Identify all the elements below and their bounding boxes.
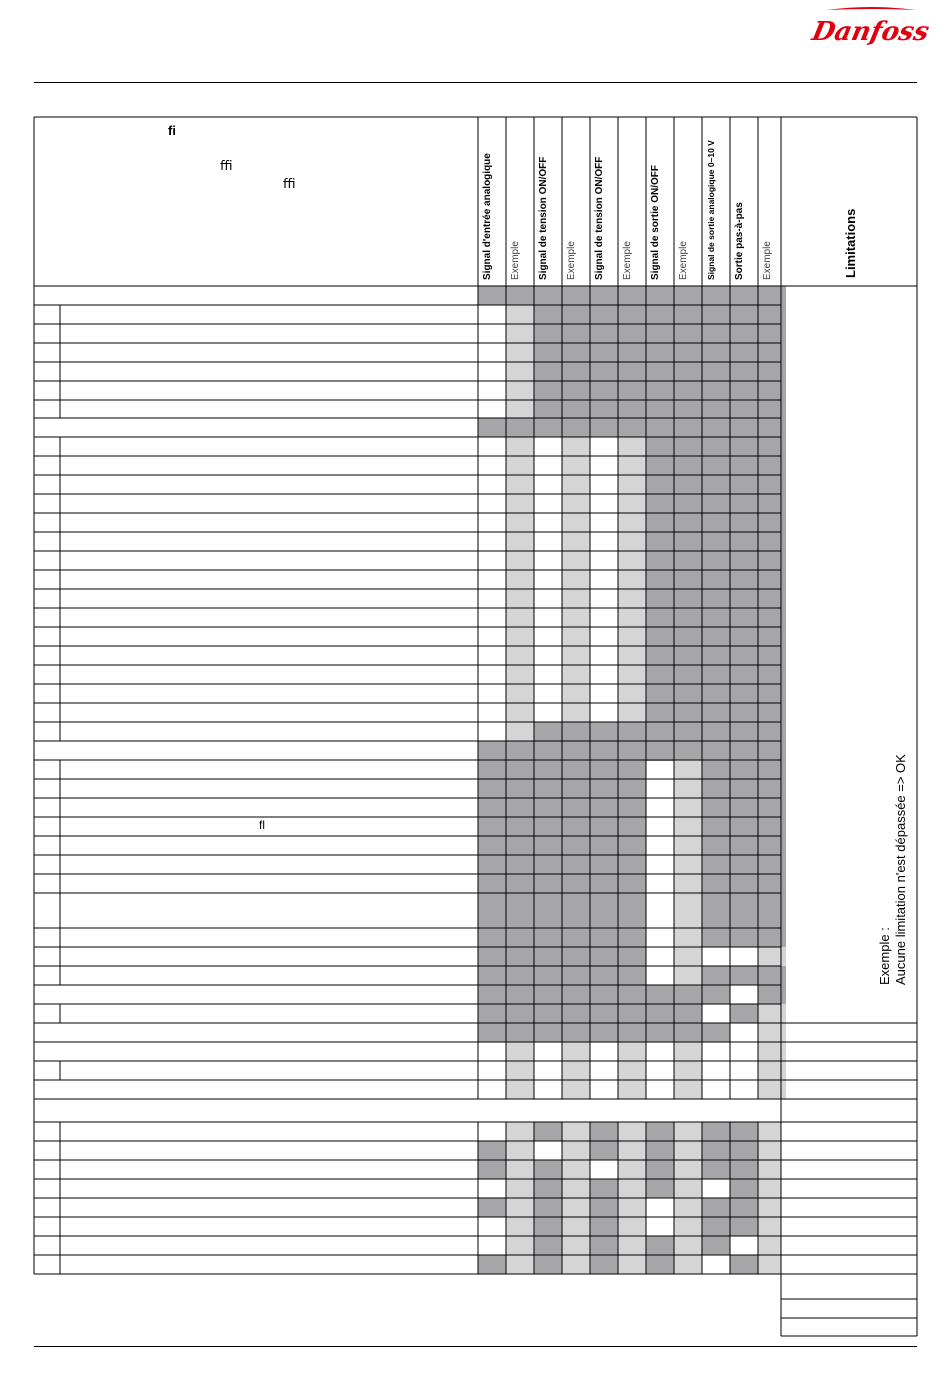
table-cell-42: [562, 627, 590, 646]
table-cell-13: [618, 437, 646, 456]
table-cell-122: [702, 1160, 730, 1179]
table-cell-171: [758, 1255, 781, 1274]
table-cell-126: [534, 1179, 562, 1198]
table-cell-114: [758, 1141, 781, 1160]
table-cell-32: [506, 570, 534, 589]
table-cell-128: [590, 1179, 618, 1198]
table-cell-136: [534, 1198, 562, 1217]
table-cell-93: [674, 1080, 702, 1099]
table-cell-34: [618, 570, 646, 589]
table-cell-68: [674, 928, 702, 947]
table-cell-131: [674, 1179, 702, 1198]
table-cell-164: [534, 1255, 562, 1274]
table-cell-167: [618, 1255, 646, 1274]
table-cell-98: [590, 1122, 618, 1141]
table-cell-130: [646, 1179, 674, 1198]
svg-text:Danfoss: Danfoss: [809, 16, 932, 47]
table-cell-30: [562, 551, 590, 570]
table-cell-123: [730, 1160, 758, 1179]
table-cell-41: [506, 627, 534, 646]
table-cell-79: [758, 1023, 786, 1042]
table-cell-101: [674, 1122, 702, 1141]
column-header-7: Signal de sortie ON/OFF: [650, 164, 661, 280]
table-cell-19: [618, 475, 646, 494]
table-cell-39: [562, 608, 590, 627]
table-cell-108: [590, 1141, 618, 1160]
table-cell-151: [730, 1217, 758, 1236]
table-cell-146: [562, 1217, 590, 1236]
table-cell-112: [702, 1141, 730, 1160]
table-cell-5: [506, 400, 534, 419]
table-cell-24: [562, 513, 590, 532]
table-cell-25: [618, 513, 646, 532]
table-cell-69: [674, 947, 702, 966]
table-cell-118: [562, 1160, 590, 1179]
column-header-4: Exemple: [566, 241, 577, 280]
table-cell-63: [674, 817, 702, 836]
table-cell-2: [506, 343, 534, 362]
column-header-8: Exemple: [678, 241, 689, 280]
table-cell-48: [562, 665, 590, 684]
table-cell-37: [618, 589, 646, 608]
table-cell-155: [562, 1236, 590, 1255]
table-cell-53: [506, 703, 534, 722]
table-cell-88: [674, 1061, 702, 1080]
table-cell-139: [618, 1198, 646, 1217]
table-cell-77: [758, 1004, 786, 1023]
table-cell-55: [618, 703, 646, 722]
table-cell-152: [758, 1217, 781, 1236]
table-cell-109: [618, 1141, 646, 1160]
table-cell-83: [674, 1042, 702, 1061]
table-cell-81: [562, 1042, 590, 1061]
table-cell-95: [506, 1122, 534, 1141]
column-header-6: Exemple: [622, 241, 633, 280]
table-cell-46: [618, 646, 646, 665]
table-cell-71: [758, 947, 786, 966]
table-cell-85: [506, 1061, 534, 1080]
limitations-example-text: Aucune limitation n'est dépassée => OK: [893, 754, 908, 985]
table-cell-158: [646, 1236, 674, 1255]
table-cell-154: [534, 1236, 562, 1255]
table-cell-149: [674, 1217, 702, 1236]
table-cell-78: [702, 1023, 730, 1042]
column-header-2: Exemple: [510, 241, 521, 280]
limitations-header: Limitations: [843, 208, 858, 278]
table-cell-38: [506, 608, 534, 627]
table-cell-16: [618, 456, 646, 475]
table-cell-163: [506, 1255, 534, 1274]
table-cell-4: [506, 381, 534, 400]
table-cell-148: [618, 1217, 646, 1236]
table-cell-156: [590, 1236, 618, 1255]
table-cell-62: [674, 798, 702, 817]
table-cell-1: [506, 324, 534, 343]
table-cell-56: [506, 722, 534, 741]
table-cell-0: [506, 305, 534, 324]
table-cell-157: [618, 1236, 646, 1255]
table-cell-121: [674, 1160, 702, 1179]
table-cell-14: [506, 456, 534, 475]
table-cell-89: [758, 1061, 786, 1080]
table-cell-9: [702, 286, 786, 947]
table-cell-23: [506, 513, 534, 532]
table-cell-107: [562, 1141, 590, 1160]
table-cell-170: [730, 1255, 758, 1274]
table-cell-31: [618, 551, 646, 570]
table-cell-21: [562, 494, 590, 513]
table-cell-52: [618, 684, 646, 703]
table-cell-15: [562, 456, 590, 475]
table-cell-159: [674, 1236, 702, 1255]
table-cell-29: [506, 551, 534, 570]
table-cell-132: [730, 1179, 758, 1198]
table-cell-17: [506, 475, 534, 494]
table-cell-137: [562, 1198, 590, 1217]
row-fragment: ﬂ: [259, 818, 265, 832]
table-cell-18: [562, 475, 590, 494]
table-cell-35: [506, 589, 534, 608]
table-cell-84: [758, 1042, 786, 1061]
table-cell-168: [646, 1255, 674, 1274]
table-cell-80: [506, 1042, 534, 1061]
table-cell-147: [590, 1217, 618, 1236]
limitations-example-label: Exemple :: [877, 927, 892, 985]
column-header-5: Signal de tension ON/OFF: [594, 156, 605, 280]
table-cell-76: [730, 1004, 758, 1023]
table-cell-82: [618, 1042, 646, 1061]
table-cell-100: [646, 1122, 674, 1141]
table-cell-153: [506, 1236, 534, 1255]
table-cell-22: [618, 494, 646, 513]
table-cell-64: [674, 836, 702, 855]
table-cell-92: [618, 1080, 646, 1099]
header-fragment-3: ﬃ: [283, 176, 296, 191]
table-cell-141: [702, 1198, 730, 1217]
table-cell-138: [590, 1198, 618, 1217]
header-fragment-1: ﬁ: [168, 123, 176, 138]
table-cell-96: [534, 1122, 562, 1141]
table-cell-87: [618, 1061, 646, 1080]
table-cell-99: [618, 1122, 646, 1141]
table-cell-65: [674, 855, 702, 874]
table-cell-97: [562, 1122, 590, 1141]
table-cell-103: [730, 1122, 758, 1141]
table-cell-12: [562, 437, 590, 456]
table-cell-51: [562, 684, 590, 703]
table-cell-120: [646, 1160, 674, 1179]
table-cell-54: [562, 703, 590, 722]
table-cell-125: [506, 1179, 534, 1198]
table-cell-75: [758, 985, 786, 1004]
table-cell-70: [674, 966, 702, 985]
table-cell-3: [506, 362, 534, 381]
table-cell-33: [562, 570, 590, 589]
table-cell-135: [506, 1198, 534, 1217]
table-cell-49: [618, 665, 646, 684]
table-cell-113: [730, 1141, 758, 1160]
table-cell-67: [674, 893, 702, 928]
table-cell-150: [702, 1217, 730, 1236]
table-cell-44: [506, 646, 534, 665]
table-cell-169: [674, 1255, 702, 1274]
column-header-9: Signal de sortie analogique 0–10 V: [706, 140, 716, 280]
table-cell-86: [562, 1061, 590, 1080]
header-fragment-2: ﬃ: [220, 158, 233, 173]
table-cell-127: [562, 1179, 590, 1198]
table-cell-43: [618, 627, 646, 646]
table-cell-60: [674, 760, 702, 779]
table-cell-91: [562, 1080, 590, 1099]
table-cell-111: [674, 1141, 702, 1160]
table-cell-143: [758, 1198, 781, 1217]
table-cell-50: [506, 684, 534, 703]
table-cell-36: [562, 589, 590, 608]
table-cell-140: [674, 1198, 702, 1217]
table-cell-74: [702, 985, 730, 1004]
table-cell-119: [618, 1160, 646, 1179]
table-cell-47: [506, 665, 534, 684]
table-cell-94: [758, 1080, 786, 1099]
table-cell-174: [478, 1198, 506, 1217]
table-cell-11: [506, 437, 534, 456]
table-cell-117: [534, 1160, 562, 1179]
table-cell-104: [758, 1122, 781, 1141]
column-header-1: Signal d'entrée analogique: [482, 153, 493, 280]
table-cell-142: [730, 1198, 758, 1217]
column-header-10: Sortie pas-à-pas: [734, 202, 745, 280]
table-cell-129: [618, 1179, 646, 1198]
table-cell-161: [758, 1236, 781, 1255]
table-cell-144: [506, 1217, 534, 1236]
table-cell-90: [506, 1080, 534, 1099]
table-cell-102: [702, 1122, 730, 1141]
table-cell-45: [562, 646, 590, 665]
table-cell-26: [506, 532, 534, 551]
table-cell-110: [646, 1141, 674, 1160]
table-cell-133: [758, 1179, 781, 1198]
column-header-3: Signal de tension ON/OFF: [538, 156, 549, 280]
table-cell-165: [562, 1255, 590, 1274]
table-cell-27: [562, 532, 590, 551]
column-header-11: Exemple: [762, 241, 773, 280]
table-cell-72: [702, 966, 786, 985]
table-cell-20: [506, 494, 534, 513]
table-cell-166: [590, 1255, 618, 1274]
table-cell-66: [674, 874, 702, 893]
table-cell-145: [534, 1217, 562, 1236]
table-cell-40: [618, 608, 646, 627]
table-cell-124: [758, 1160, 781, 1179]
table-cell-61: [674, 779, 702, 798]
table-cell-162: [478, 1255, 506, 1274]
table-cell-160: [702, 1236, 730, 1255]
table-cell-28: [618, 532, 646, 551]
